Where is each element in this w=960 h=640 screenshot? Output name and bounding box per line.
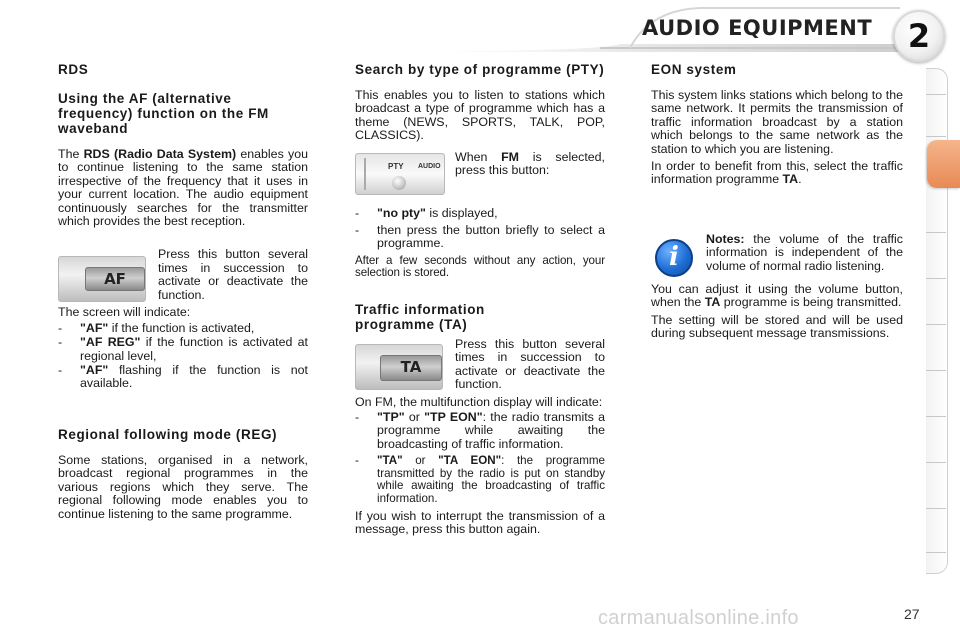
info-icon: i [655,239,693,277]
af-title: Using the AF (alternative frequency) function on the FM waveband [58,91,269,136]
chapter-number-badge [893,10,945,62]
chapter-tab-active[interactable] [927,140,960,188]
column-2 [355,62,605,540]
screen-indicates: The screen will indicate: [58,305,191,320]
ta-title: Traffic information programme (TA) [355,302,485,333]
tab-divider [926,416,946,417]
notes-label: Notes: [706,231,745,246]
tab-divider [926,552,946,553]
eon-text: This system links stations which belong to the same network. It permits the transmission of traffic information broadcast by a station which belongs to the same network as the station to which you are listening. [651,88,903,156]
eon-benefit-text: In order to benefit from this, select the traffic information programme TA. [651,159,903,187]
tab-divider [926,324,946,325]
reg-title: Regional following mode (REG) [58,426,278,442]
af-indication-list [58,322,308,391]
rds-term: RDS (Radio Data System) [83,147,237,161]
pty-button-knob [392,176,406,190]
rds-title: RDS [58,62,89,77]
column-1 [58,62,308,525]
af-button-photo [58,256,146,302]
tab-divider [926,370,946,371]
ta-button-key: TA [380,355,442,381]
ta-on-fm-text: On FM, the multifunction display will indicate: [355,394,603,409]
adjust-text: You can adjust it using the volume button, when the TA programme is being transmitted. [651,281,903,310]
pty-button-block [355,151,605,195]
ta-indication-list [355,411,605,506]
tab-divider [926,136,946,137]
page-number: 27 [904,606,920,622]
audio-label: AUDIO [418,162,441,170]
reg-text: Some stations, organised in a network, broadcast regional programmes in the various regions which they serve. The regional following mode enables you to continue listening to the same programme. [58,452,308,521]
list-item: - "TA" or "TA EON": the programme transmitted by the radio is put on standby while awaiting the broadcasting of traffic information. [355,454,605,506]
ta-button-block [355,338,605,392]
column-3 [651,62,903,344]
pty-button-photo [355,153,445,195]
ta-button-photo [355,344,443,390]
tab-divider [926,232,946,233]
af-button-key: AF [85,267,145,291]
af-button-text: Press this button several times in succession to activate or deactivate the function. [158,247,308,302]
tab-divider [926,278,946,279]
pty-text: This enables you to listen to stations which broadcast a type of programme which has a theme (NEWS, SPORTS, TALK, POP, CLASSICS). [355,88,605,143]
stored-text: The setting will be stored and will be used during subsequent message transmissions. [651,312,903,341]
list-item: - then press the button briefly to select a programme. [355,223,605,251]
af-intro: The RDS (Radio Data System) enables you to continue listening to the same station irrespective of the frequency that it uses in your current location. The audio equipment continuously searches for the transmitter which provides the best reception. [58,147,308,229]
notes-text: Notes: the volume of the traffic information is independent of the volume of normal radio listening. [706,231,903,273]
list-item: - "AF" if the function is activated, [58,320,255,335]
list-item: - "AF" flashing if the function is not available. [58,363,308,391]
pty-label: PTY [388,161,404,171]
eon-title: EON system [651,62,737,77]
pty-when-text: When FM is selected, press this button: [455,149,605,178]
tab-divider [926,462,946,463]
list-item: - "no pty" is displayed, [355,205,498,220]
chapter-number: 2 [907,17,931,55]
list-item: - "TP" or "TP EON": the radio transmits a programme while awaiting the broadcasting of traffic information. [355,410,606,451]
tab-divider [926,94,946,95]
chapter-title: AUDIO EQUIPMENT [642,16,873,40]
watermark: carmanualsonline.info [598,607,799,629]
ta-button-text: Press this button several times in succession to activate or deactivate the function. [455,337,605,392]
af-button-block [58,248,308,302]
notes-block [651,233,903,277]
ta-interrupt-text: If you wish to interrupt the transmission of a message, press this button again. [355,508,605,537]
pty-title: Search by type of programme (PTY) [355,62,605,77]
tab-divider [926,508,946,509]
pty-after-text: After a few seconds without any action, your selection is stored. [355,253,605,280]
pty-steps-list [355,207,605,251]
list-item: - "AF REG" if the function is activated at regional level, [58,335,308,363]
